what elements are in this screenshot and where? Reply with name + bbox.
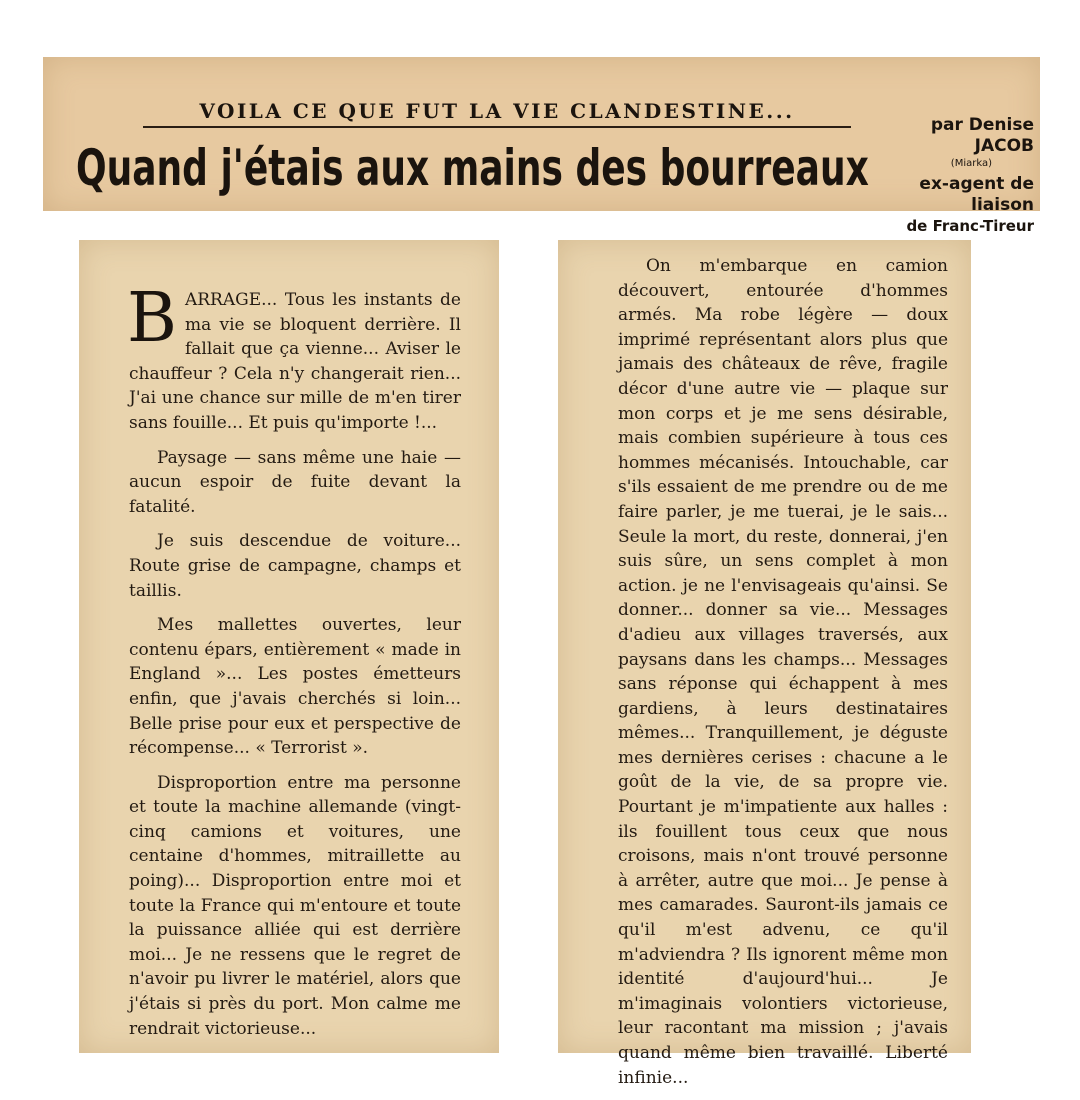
paragraph: On m'embarque en camion découvert, entourée d'hommes armés. Ma robe légère — doux imprimé représentant alors plus que jamais des châteaux de rêve, fragile décor d'une autre vie — plaque sur mon corps et je me sens désirable, mais combien supérieure à tous ces hommes mécanisés. Intouchable, car s'ils essaient de me prendre ou de me faire parler, je me tuerai, je le sais... Seule la mort, du reste, donnerai, j'en suis sûre, un sens complet à mon action. je ne l'envisageais qu'ainsi. Se donner... donner sa vie... Messages d'adieu aux villages traversés, aux paysans dans les champs... Messages sans réponse qui échappent à mes gardiens, à leurs destinataires mêmes... Tranquillement, je déguste mes dernières cerises : chacune a le goût de la vie, de sa propre vie. Pourtant je m'impatiente aux halles : ils fouillent tous ceux que nous croisons, mais n'ont trouvé personne à arrêter, autre que moi... Je pense à mes camarades. Sauront-ils jamais ce qu'il m'est advenu, ce qu'il m'adviendra ? Ils ignorent même mon identité d'aujourd'hui... Je m'imaginais volontiers victorieuse, leur racontant ma mission ; j'avais quand même bien travaillé. Liberté infinie...: [618, 256, 948, 1088]
byline-alias: (Miarka): [950, 157, 992, 169]
headline: Quand j'étais aux mains des bourreaux: [76, 139, 869, 197]
paragraph-text: ARRAGE... Tous les instants de ma vie se bloquent derrière. Il fallait que ça vienne... Aviser le chauffeur ? Cela n'y changerait rien... J'ai une chance sur mille de m'en tirer sans fouille... Et puis qu'importe !...: [129, 290, 461, 433]
paragraph: Paysage — sans même une haie — aucun espoir de fuite devant la fatalité.: [129, 447, 461, 517]
paragraph: Je suis descendue de voiture... Route grise de campagne, champs et taillis.: [129, 531, 461, 601]
article-column-2: [558, 240, 971, 1088]
column-1-text: [127, 279, 461, 1051]
kicker-title: VOILA CE QUE FUT LA VIE CLANDESTINE...: [143, 99, 851, 128]
paragraph: Disproportion entre ma personne et toute la machine allemande (vingt-cinq camions et voitures, une centaine d'hommes, mitraillette au poing)... Disproportion entre moi et toute la France qui m'entoure et toute la puissance alliée qui est derrière moi... Je ne ressens que le regret de n'avoir pu livrer le matériel, alors que j'étais si près du port. Mon calme me rendrait victorieuse...: [129, 772, 461, 1039]
paragraph: [127, 279, 461, 436]
byline-author: par Denise JACOB: [930, 115, 1034, 157]
byline: [874, 115, 1034, 235]
paragraph: Mes mallettes ouvertes, leur contenu épars, entièrement « made in England »... Les postes émetteurs enfin, que j'avais cherchés si loin... Belle prise pour eux et perspective de récompense... « Terrorist ».: [129, 615, 461, 759]
column-2-text: [618, 254, 948, 1100]
article-column-1: [79, 240, 499, 1053]
byline-role: ex-agent de liaison: [919, 174, 1034, 216]
drop-cap: B: [127, 279, 177, 358]
byline-organization: de Franc-Tireur: [906, 216, 1034, 235]
header-clipping: [43, 57, 1040, 235]
